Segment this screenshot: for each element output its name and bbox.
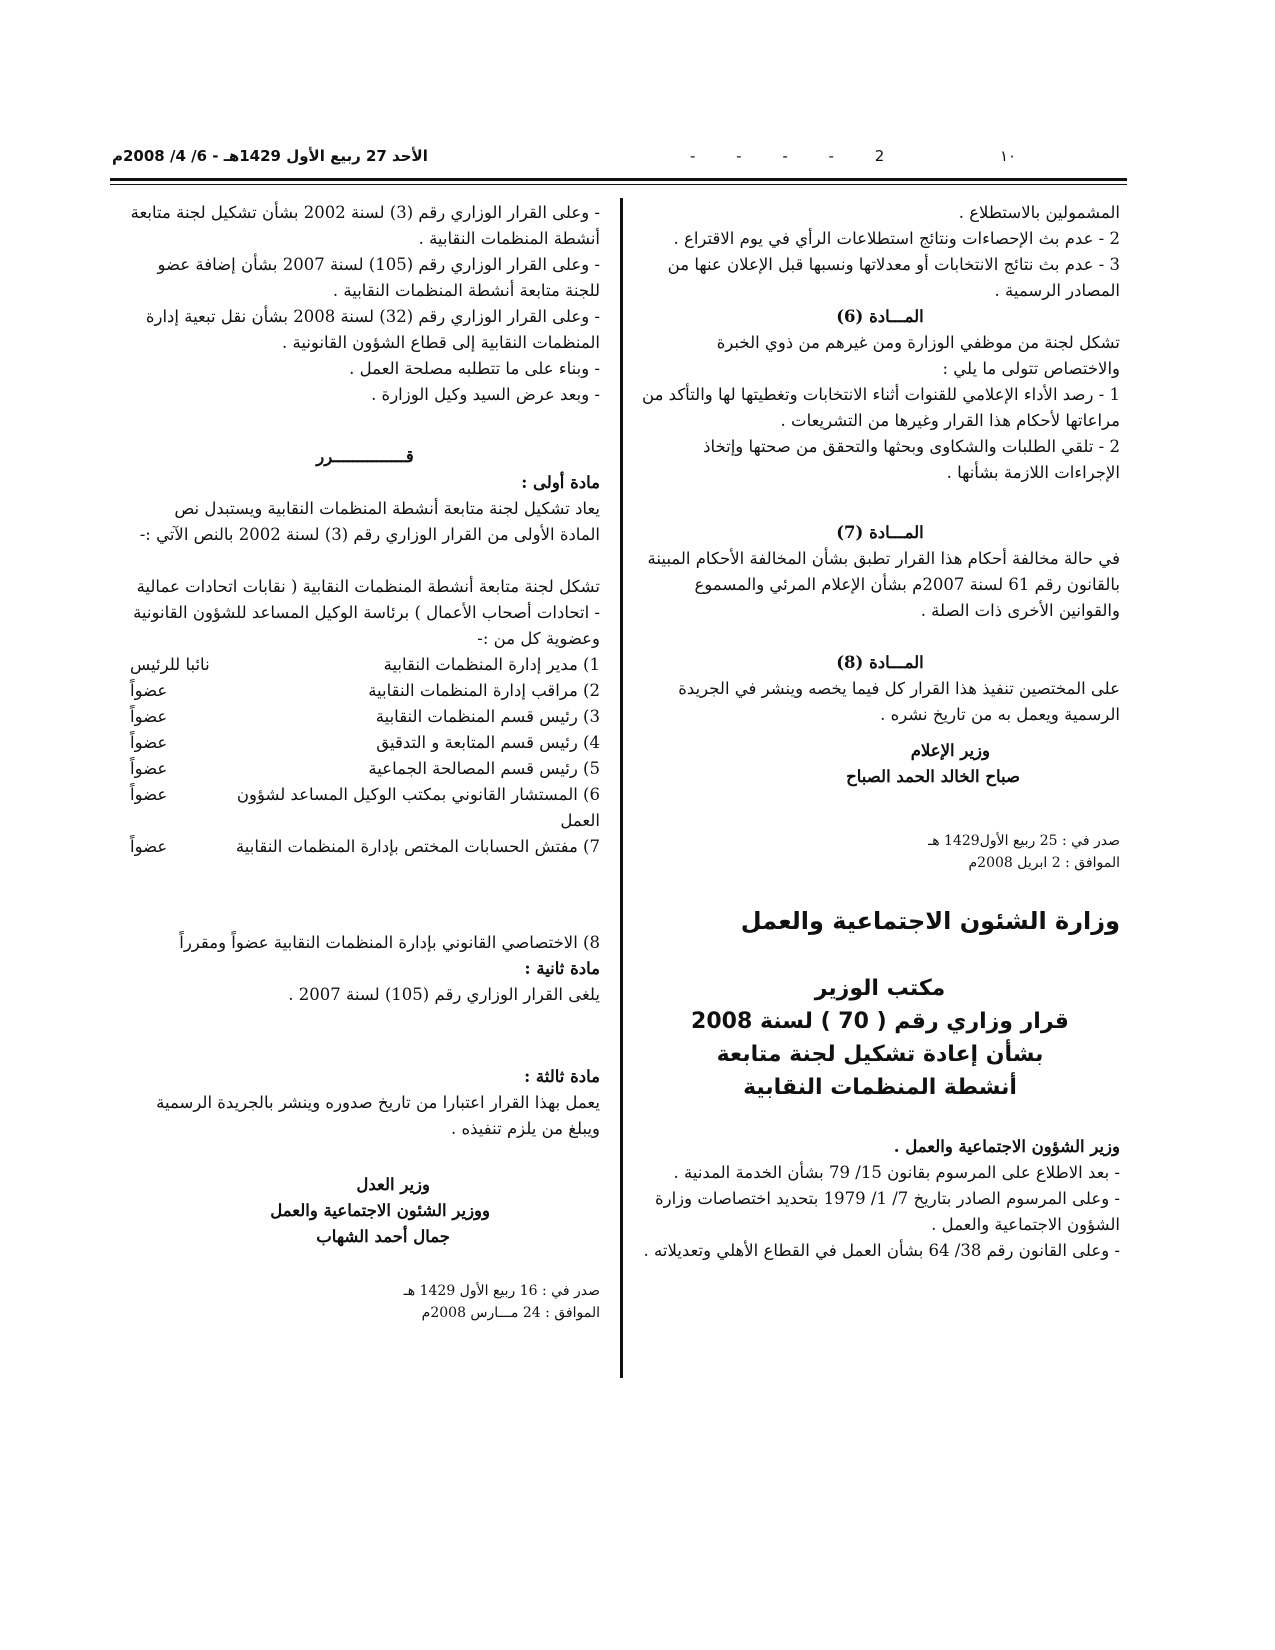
member-status: عضواً xyxy=(130,785,168,804)
signature-title: وزير الإعلام xyxy=(910,741,990,760)
member-role: 5) رئيس قسم المصالحة الجماعية xyxy=(368,759,600,778)
member-role: 2) مراقب إدارة المنظمات النقابية xyxy=(368,681,600,700)
member-status: نائبا للرئيس xyxy=(130,655,210,674)
paragraph: 3 - عدم بث نتائج الانتخابات أو معدلاتها ونسبها قبل الإعلان عنها من المصادر الرسمية . xyxy=(667,255,1120,300)
paragraph: يلغى القرار الوزاري رقم (105) لسنة 2007 . xyxy=(288,985,600,1004)
signature-name: صباح الخالد الحمد الصباح xyxy=(846,767,1020,786)
minister-line: وزير الشؤون الاجتماعية والعمل . xyxy=(893,1137,1120,1156)
issued-date: صدر في : 25 ربيع الأول1429 هـ xyxy=(928,833,1120,849)
paragraph: يعاد تشكيل لجنة متابعة أنشطة المنظمات النقابية ويستبدل نص المادة الأولى من القرار الوزاري رقم (3) لسنة 2002 بالنص الآتي :- xyxy=(139,499,600,544)
signature-title: ووزير الشئون الاجتماعية والعمل xyxy=(270,1201,490,1220)
paragraph: تشكل لجنة من موظفي الوزارة ومن غيرهم من ذوي الخبرة والاختصاص تتولى ما يلي : xyxy=(716,333,1120,378)
member-role: 7) مفتش الحسابات المختص بإدارة المنظمات النقابية xyxy=(235,837,600,856)
paragraph: المشمولين بالاستطلاع . xyxy=(958,203,1120,222)
preamble: - وعلى القرار الوزاري رقم (3) لسنة 2002 بشأن تشكيل لجنة متابعة أنشطة المنظمات النقابية . xyxy=(130,203,600,248)
left-column xyxy=(130,200,600,1324)
member-status: عضواً xyxy=(130,837,168,856)
decision-heading: قـــــــــــــــرر xyxy=(316,447,414,466)
list-item xyxy=(130,782,600,834)
decree-subject: بشأن إعادة تشكيل لجنة متابعة xyxy=(716,1042,1044,1067)
list-item xyxy=(130,678,600,704)
members-list xyxy=(130,652,600,860)
paragraph: 2 - تلقي الطلبات والشكاوى وبحثها والتحقق من صحتها وإتخاذ الإجراءات اللازمة بشأنها . xyxy=(703,437,1120,482)
paragraph: في حالة مخالفة أحكام هذا القرار تطبق بشأن المخالفة الأحكام المبينة بالقانون رقم 61 لسنة 2007م بشأن الإعلام المرئي والمسموع والقوانين الأخرى ذات الصلة . xyxy=(647,549,1120,620)
signature-title: وزير العدل xyxy=(356,1175,430,1194)
member-8: 8) الاختصاصي القانوني بإدارة المنظمات النقابية عضواً ومقرراً xyxy=(179,933,600,952)
list-item xyxy=(130,834,600,860)
article-1-heading: مادة أولى : xyxy=(521,473,600,492)
article-7-heading: المـــادة (7) xyxy=(836,523,924,542)
list-item xyxy=(130,756,600,782)
list-item xyxy=(130,730,600,756)
header-page-number: ١٠ xyxy=(1000,147,1017,165)
article-6-heading: المـــادة (6) xyxy=(836,307,924,326)
paragraph: تشكل لجنة متابعة أنشطة المنظمات النقابية ( نقابات اتحادات عمالية - اتحادات أصحاب الأعمال ) برئاسة الوكيل المساعد للشؤون القانونية وعضوية كل من :- xyxy=(133,577,600,648)
ministry-title: وزارة الشئون الاجتماعية والعمل xyxy=(740,907,1120,935)
preamble: - وبعد عرض السيد وكيل الوزارة . xyxy=(371,385,600,404)
column-divider xyxy=(620,198,623,1378)
member-status: عضواً xyxy=(130,681,168,700)
issued-date: صدر في : 16 ربيع الأول 1429 هـ xyxy=(403,1283,600,1299)
decree-number: قرار وزاري رقم ( 70 ) لسنة 2008 xyxy=(691,1009,1069,1034)
paragraph: 1 - رصد الأداء الإعلامي للقنوات أثناء الانتخابات وتغطيتها لها والتأكد من مراعاتها لأحكام هذا القرار وغيرها من التشريعات . xyxy=(642,385,1120,430)
preamble: - بعد الاطلاع على المرسوم بقانون 15/ 79 بشأن الخدمة المدنية . xyxy=(673,1163,1120,1182)
header-section: 2 - - - - xyxy=(690,147,903,165)
member-status: عضواً xyxy=(130,707,168,726)
preamble: - وبناء على ما تتطلبه مصلحة العمل . xyxy=(349,359,600,378)
member-role: 1) مدير إدارة المنظمات النقابية xyxy=(383,655,600,674)
office-title: مكتب الوزير xyxy=(814,976,946,1001)
member-role: 6) المستشار القانوني بمكتب الوكيل المساعد لشؤون العمل xyxy=(236,785,600,830)
preamble: - وعلى القرار الوزاري رقم (32) لسنة 2008 بشأن نقل تبعية إدارة المنظمات النقابية إلى قطاع الشؤون القانونية . xyxy=(145,307,600,352)
member-role: 3) رئيس قسم المنظمات النقابية xyxy=(375,707,600,726)
member-role: 4) رئيس قسم المتابعة و التدقيق xyxy=(376,733,600,752)
member-status: عضواً xyxy=(130,759,168,778)
list-item xyxy=(130,704,600,730)
header-rule xyxy=(110,178,1127,181)
header-date: الأحد 27 ربيع الأول 1429هـ - 6/ 4/ 2008م xyxy=(112,147,428,165)
member-status: عضواً xyxy=(130,733,168,752)
preamble: - وعلى القرار الوزاري رقم (105) لسنة 2007 بشأن إضافة عضو للجنة متابعة أنشطة المنظمات النقابية . xyxy=(157,255,600,300)
article-2-heading: مادة ثانية : xyxy=(524,959,600,978)
right-column xyxy=(640,200,1120,1264)
preamble: - وعلى المرسوم الصادر بتاريخ 7/ 1/ 1979 بتحديد اختصاصات وزارة الشؤون الاجتماعية والعمل . xyxy=(654,1189,1120,1234)
decree-subject: أنشطة المنظمات النقابية xyxy=(743,1075,1017,1100)
article-8-heading: المـــادة (8) xyxy=(836,653,924,672)
list-item xyxy=(130,652,600,678)
corresponding-date: الموافق : 24 مـــارس 2008م xyxy=(421,1305,600,1321)
preamble: - وعلى القانون رقم 38/ 64 بشأن العمل في القطاع الأهلي وتعديلاته . xyxy=(643,1241,1120,1260)
paragraph: 2 - عدم بث الإحصاءات ونتائج استطلاعات الرأي في يوم الاقتراع . xyxy=(673,229,1120,248)
article-3-heading: مادة ثالثة : xyxy=(524,1067,600,1086)
corresponding-date: الموافق : 2 ابريل 2008م xyxy=(968,855,1120,871)
paragraph: يعمل بهذا القرار اعتبارا من تاريخ صدوره وينشر بالجريدة الرسمية ويبلغ من يلزم تنفيذه . xyxy=(156,1093,600,1138)
header-rule-thin xyxy=(110,184,1127,185)
paragraph: على المختصين تنفيذ هذا القرار كل فيما يخصه وينشر في الجريدة الرسمية ويعمل به من تاريخ نشره . xyxy=(678,679,1120,724)
signature-name: جمال أحمد الشهاب xyxy=(316,1227,450,1246)
